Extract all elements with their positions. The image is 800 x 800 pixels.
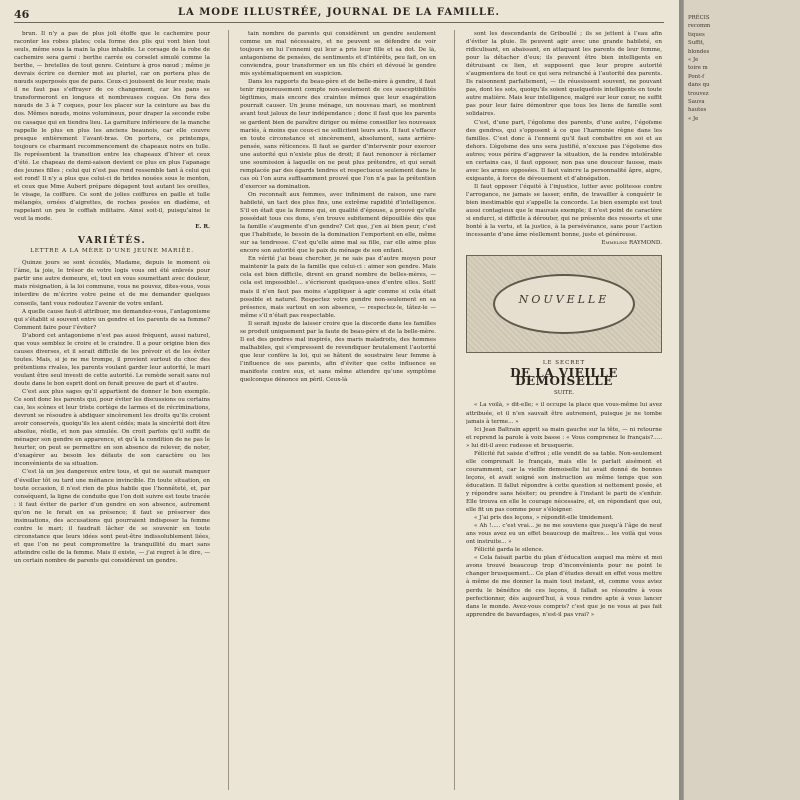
story-paragraph: « Ah !..... c’est vrai... je ne me souviens que jusqu’à l’âge de neuf ans vous avez eu un effet beaucoup de maîtres... les voilà qui vous ont instruite... » bbox=[466, 523, 662, 546]
story-title: DE LA VIEILLE DEMOISELLE bbox=[510, 366, 618, 389]
article-paragraph: D’abord cet antagonisme n’est pas aussi fréquent, aussi naturel, que vous semblez le croire et le craindre. Il a pour origine bien des causes diverses, et il serait difficile de les prévoir et de les éviter toutes. Mais, si je ne me trompe, il provient surtout du choc des prétentions rivales, les parents voulant garder leur autorité, le mari voulant être seul investi de cette autorité. Le remède serait sans nul doute dans le bon esprit dont on ferait preuve de part et d’autre. bbox=[14, 332, 210, 387]
fragment-line: Pont-f bbox=[688, 73, 705, 80]
fragment-line: « Je bbox=[688, 57, 699, 64]
article-paragraph: C’est, d’une part, l’égoïsme des parents, d’une autre, l’égoïsme des gendres, qui s’opposent à ce que l’harmonie règne dans les familles. C’est donc à l’ennemi qu’il faut combattre en soi et au dehors. L’égoïsme des uns sera justifié, n’excuse pas l’égoïsme des autres; vous périra d’aggraver la situation, de la rendre intolérable en certains cas, il faut opposer, non pas une douceur fausse, mais avec les armes opposées. Il faut vaincre la personnalité âpre, aigre, exigeante, à force de dévouement et d’abnégation. bbox=[466, 119, 662, 182]
nouvelle-vignette bbox=[466, 255, 662, 353]
article-paragraph: On reconnaît aux femmes, avec infiniment de raison, une rare habileté, un tact des plus fins, une extrême rapidité d’intelligence. S’il en était que la femme qui, en qualité d’épouse, a prouvé qu’elle possédait tous ces dons, s’en trouve subitement dépouillée dès que la famille s’augmente d’un gendre? Cet que, j’en ai bien peur, c’est que l’habitude, le besoin de la domination l’emportent en elle, même sur sa tendresse. C’est qu’elle aime mal sa fille, car elle aime plus encore son autorité que le paix du ménage de son enfant. bbox=[240, 191, 436, 255]
fashion-report-signature: E. R. bbox=[195, 224, 210, 231]
section-title: VARIÉTÉS. bbox=[77, 236, 147, 247]
fragment-line: trouvez bbox=[688, 90, 709, 97]
fashion-report-text: brun. Il n’y a pas de plus joli étoffe que le cachemire pour raconter les robes plates; cela forme des plis qui vont bien tout seuls, même sous la main la plus inhabile. Le corsage de la robe de cachemire sera garni : berthe carrée ou corselet simulé comme la berthe, — bretelles de tout genre. Ceinture à gros nœud ; même je devrais écrire ce dernier mot au pluriel, car on portera plus de nœuds superposés que de pans. Ceux-ci jouissent de leur reste; mais il ne faut pas s’effrayer de ce changement, car les pans se transformeront en longues et nombreuses coques. On fera des nœuds de 3 à 7 coques, pour les placer sur la ceinture au bas du dos. Mêmes nœuds, moins volumineux, pour draper la seconde robe ou casaque qui en tiendra lieu. La garniture inférieure de la manche rappelle le plus en plus les anciens beaunois, car elle couvre presque entièrement l’avant-bras. On portera, ce printemps, toujours ce charmant recommencement de chapeaux noirs en tulle. Ils représentent la transition entre les chapeaux d’hiver et ceux d’été. Le chapeau de demi-saison devient ce plus en plus l’apanage des jeunes filles ; celui qui n’est pas rond ressemble tant à celui qui est rond! Il n’y a plus que celui-ci de brides nouées sous le menton, et ceux que Mme Aubert prépare dégagent tout autant les oreilles, le visage, la coiffure. Ce sont de jolies coiffures en paille et tulle mélangés, ornées d’aigrettes, de roches posées en diadème, et rappelant un peu le coffiah militaire. Ainsi soit-il, puisqu’ainsi le veut la mode. bbox=[14, 31, 210, 223]
fragment-line: « Je bbox=[688, 115, 699, 122]
running-title: LA MODE ILLUSTRÉE, JOURNAL DE LA FAMILLE. bbox=[177, 7, 501, 18]
story-paragraph: Félicité fut saisie d’effroi ; elle vendit de sa table. Non-seulement elle comprenait le français, mais elle le parlait aisément et couramment, car la vieille demoiselle lui avait donné de bonnes leçons, et avait soigné son instruction au même temps que son éducation. Il fallut répondre à cette question si nettement posée, et y répondre sans hésiter; ou prendre à l’instant le parti de s’enfuir. Elle trouva en elle le courage nécessaire, et, en répondant que oui, elle fit un pas comme pour s’éloigner. bbox=[466, 450, 662, 514]
adjacent-page-text bbox=[684, 0, 800, 123]
story-paragraph: Félicité garda le silence. bbox=[474, 547, 544, 554]
article-author: Emmeline RAYMOND. bbox=[601, 240, 662, 247]
article-paragraph: tain nombre de parents qui considèrent un gendre seulement comme un mal nécessaire, et ne peuvent se défendre de voir toujours en lui l’ennemi qui leur a pris leur fille et sa dot. De là, antagonisme de pensées, de sentiments et d’intérêts, peu fait, on en conviendra, pour transformer en un fils chéri et dévoué le gendre mis systématiquement en suspicion. bbox=[240, 31, 436, 78]
story-paragraph: « La voilà, » dit-elle; « il occupe la place que vous-même lui avez attribuée, et il n’en sauvait être autrement, puisque je ne tombe jamais à terme... » bbox=[466, 402, 662, 425]
page-header bbox=[14, 6, 664, 23]
article-paragraph: Il faut opposer l’équité à l’injustice, lutter avec politesse contre l’arrogance, ne jamais se lasser, enfin, de travailler à conquérir le bien inestimable qui s’appelle la concorde. Le bien exemple est tout aussi contagieux que le mauvais exemple; il n’est point de caractère si endurci, si difficile à dérouter, qui ne présente des ressorts et une bonté à la vertu, et la justice, à la persévérance, sans pour l’action incessante d’une âme réellement bonne, juste et généreuse. bbox=[466, 183, 662, 239]
adjacent-page-edge bbox=[683, 0, 800, 800]
fragment-line: Sauva bbox=[688, 99, 705, 106]
column-rule bbox=[228, 30, 229, 790]
column-right bbox=[466, 30, 662, 790]
fragment-line: PRÉCIS bbox=[688, 15, 710, 21]
page-number: 46 bbox=[14, 8, 30, 21]
article-paragraph: Quinze jours se sont écoulés, Madame, depuis le moment où l’âme, la joie, le trésor de votre logis vous ont été enlevés pour partir une autre demeure, et, tout en vous soumettant avec douleur, mais résignation, à la loi commune, vous ne pouvez, dites-vous, vous interdire de m’écrire votre peine et de me demander quelques conseils, tant vous redoutez l’avenir de votre enfant. bbox=[14, 260, 210, 307]
column-rule bbox=[454, 30, 455, 790]
fragment-line: dans qu bbox=[688, 82, 710, 89]
story-label: LE SECRET bbox=[542, 360, 586, 367]
article-paragraph: Dans les rapports du beau-père et de belle-mère à gendre, il faut tenir rigoureusement compte non-seulement de ces susceptibilités légitimes, mais encore des craintes mêmes que leur exagération pourrait causer. Un jeune ménage, un nouveau mari, se montrent avant tout jaloux de leur indépendance ; donc il faut que les parents se gardent bien de paraître diriger ou même conseiller les nouveaux mariés, à moins que ceux-ci ne sollicitent leurs avis. Il faut s’effacer en toute circonstance et sincèrement, absolument, sans arrière-pensée, sans réticences. Il faut se garder d’intervenir pour exercer une autorité qui n’existe plus de droit; il faut renoncer à réclamer une soumission à laquelle on ne peut plus prétendre, et qui serait remplacée par des égards tendres et respectueux seulement dans le cas où l’on aura suffisamment prouvé que l’on n’a pas la prétention d’exercer sa domination. bbox=[240, 79, 436, 190]
fragment-line: toire m bbox=[688, 65, 708, 72]
article-paragraph: sont les descendants de Griboullé ; ils se jettent à l’eau afin d’éviter la pluie. Ils peuvent agir avec une grande habileté, en ridiculisant, en abaissant, en attaquant les parents de leur femme, pour la détacher d’eux; ils peuvent être bien intelligents en détruisant ce lien, et supposent que leur propre autorité s’augmentera de tout ce qui sera retranché à l’autorité des parents. Ils raisonnent parfaitement, — ils réussissent souvent, ne pouvant pas, dont les sots, quoiqu’ils soient quelquefois intelligents en toute autre matière. Mais leur intelligence, malgré sur leur cœur, ne suffit pas pour leur faire démontrer que tous les liens de famille sont solidaires. bbox=[466, 31, 662, 118]
column-middle bbox=[240, 30, 436, 790]
column-left bbox=[14, 30, 210, 790]
article-paragraph: C’est aux plus sages qu’il appartient de donner le bon exemple. Ce sont donc les parents qui, pour éviter les discussions ou certains cas, les scènes et leur triste cortège de larmes et de récriminations, devront se résoudre à abdiquer sincèrement les droits qu’ils croient avoir conservés, quoiqu’ils les aient cédés; mais la sincérité doit être absolue, réelle, et non pas simulée. On croit parfois qu’il suffit de ménager son gendre en apparence, et qu’à la condition de ne pas le heurter, on peut se permettre en son absence de relever, de noter, d’exagérer au besoin les défauts de son caractère ou les inconvénients de sa situation. bbox=[14, 389, 210, 468]
article-paragraph: C’est là un jeu dangereux entre tous, et qui ne saurait manquer d’éveiller tôt ou tard une méfiance invincible. En toute situation, en toute occasion, il n’est rien de plus habile que l’honnêteté, et, par conséquent, la ligne de conduite que l’on doit suivre est toute tracée : il faut éviter de parler d’un gendre en son absence, autrement qu’on ne le ferait en sa présence; il faut se préserver des insinuations, des accusations qui pourraient indisposer la femme contre le mari; il faudrait lâcher de se souvenir en toute circonstance que leurs idées sont peut-être indissolublement liées, et que l’on ne peut compromettre la tranquillité du mari sans atteindre celle de la femme. Mais il existe, — j’ai regret à le dire, — un certain nombre de parents qui considèrent un gendre. bbox=[14, 469, 210, 564]
story-continued-tag: SUITE. bbox=[553, 390, 574, 397]
fragment-line: Suffit, bbox=[688, 40, 705, 47]
article-paragraph: En vérité j’ai beau chercher, je ne sais pas d’autre moyen pour maintenir la paix de la famille que celui-ci : aimer son gendre. Mais cela est bien difficile, dirent en grand nombre de belles-mères, — cela est impossible!... s’écrieront quelques-unes d’entre elles. Soit! mais il n’en faut pas moins s’appliquer à agir comme si cela était possible et naturel. Respectez votre gendre non-seulement en sa présence, mais surtout en son absence, — respectez-le, tâtez-le — même s’il n’était pas respectable. bbox=[240, 256, 436, 319]
story-paragraph: « Cela faisait partie du plan d’éducation auquel ma mère et moi avons trouvé beaucoup trop d’inconvénients pour ne point le changer brusquement... Ce plan d’études devait en effet vous mettre à même de me donner la main tout instant, et, comme vous aviez perdu le bénéfice de ces leçons, il fallait se résoudre à vous perfectionner, dès aujourd’hui, à vous rendre apte à vous lancer dans le monde. Avez-vous compris? c’est que je ne vous ai pas fait apprendre de bavardages, n’est-il pas vrai? » bbox=[466, 555, 662, 618]
story-paragraph: « J’ai pris des leçons, » répondit-elle timidement. bbox=[474, 515, 614, 522]
article-paragraph: Il serait injuste de laisser croire que la discorde dans les familles se produit uniquement par la faute de beau-père et de la belle-mère. Il est des gendres mal inspirés, des maris maladroits, des hommes malhabiles, qui s’empressent de revendiquer brutalement l’autorité que leur confère la loi, qui se hâtent de soustraire leur femme à l’influence de ses parents, afin d’éviter que cette influence se manifeste contre eux, et sans même attendre qu’une symptôme quelconque dénonce un péril. Ceux-là bbox=[240, 320, 436, 384]
fragment-line: blondes bbox=[688, 48, 710, 55]
vignette-word: NOUVELLE bbox=[518, 293, 610, 307]
article-paragraph: A quelle cause faut-il attribuer, me demandez-vous, l’antagonisme qui s’établit si souvent entre un gendre et les parents de sa femme? Comment faire pour l’éviter? bbox=[14, 308, 210, 331]
story-paragraph: Ici Jean Baltrain apprit sa main gauche sur la tête, — ni retourne et reprend la parole à voix basse : « Vous comprenez le français?..... » lui dit-il avec rudesse et brusquerie. bbox=[466, 426, 662, 449]
fragment-line: tiques bbox=[688, 31, 705, 38]
letter-title: LETTRE A LA MÈRE D’UNE JEUNE MARIÉE. bbox=[30, 248, 194, 255]
fragment-line: recomm bbox=[688, 23, 711, 30]
fragment-line: hautes bbox=[688, 107, 707, 114]
